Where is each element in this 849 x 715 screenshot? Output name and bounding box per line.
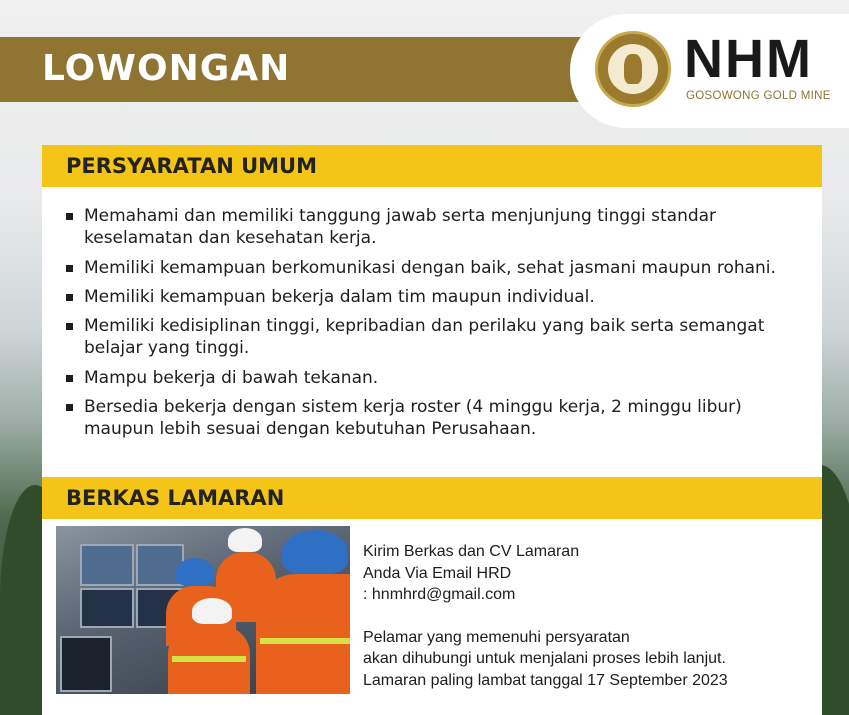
list-item: Memiliki kemampuan berkomunikasi dengan baik, sehat jasmani maupun rohani. <box>62 257 802 279</box>
page-title: LOWONGAN <box>42 48 291 89</box>
section-title: PERSYARATAN UMUM <box>66 154 318 178</box>
helmet-icon <box>192 598 232 624</box>
desk-monitor <box>60 636 112 692</box>
worker <box>256 574 350 694</box>
helmet-icon <box>228 528 262 552</box>
application-instructions <box>363 541 728 691</box>
helmet-icon <box>282 530 348 574</box>
company-seal-logo <box>595 31 671 107</box>
note-line: Pelamar yang memenuhi persyaratan <box>363 628 630 646</box>
list-item: Bersedia bekerja dengan sistem kerja roster (4 minggu kerja, 2 minggu libur) maupun lebih sesuai dengan kebutuhan Perusahaan. <box>62 396 802 441</box>
monitor-screen <box>80 544 134 586</box>
note-line: akan dihubungi untuk menjalani proses lebih lanjut. <box>363 650 726 667</box>
section-header-application <box>42 477 822 519</box>
list-item: Mampu bekerja di bawah tekanan. <box>62 367 802 389</box>
list-item: Memiliki kemampuan bekerja dalam tim maupun individual. <box>62 286 802 308</box>
list-item: Memahami dan memiliki tanggung jawab serta menjunjung tinggi standar keselamatan dan kesehatan kerja. <box>62 205 802 250</box>
instruction-line: Anda Via Email HRD <box>363 564 512 582</box>
brand-subtitle: GOSOWONG GOLD MINE <box>686 90 831 102</box>
deadline-line: Lamaran paling lambat tanggal 17 September 2023 <box>363 671 728 689</box>
section-header-general-requirements <box>42 145 822 187</box>
brand-name: NHM <box>684 29 813 89</box>
seal-emblem-icon <box>608 44 658 94</box>
email-address[interactable]: : hnmhrd@gmail.com <box>363 586 516 603</box>
helmet-icon <box>176 558 214 586</box>
list-item: Memiliki kedisiplinan tinggi, kepribadian dan perilaku yang baik serta semangat belajar yang tinggi. <box>62 315 802 360</box>
control-room-photo <box>56 526 350 694</box>
reflective-stripe <box>172 656 246 662</box>
instruction-line: Kirim Berkas dan CV Lamaran <box>363 543 580 560</box>
reflective-stripe <box>260 638 350 644</box>
monitor-screen <box>80 588 134 628</box>
section-title: BERKAS LAMARAN <box>66 486 285 510</box>
requirements-list <box>62 205 802 448</box>
